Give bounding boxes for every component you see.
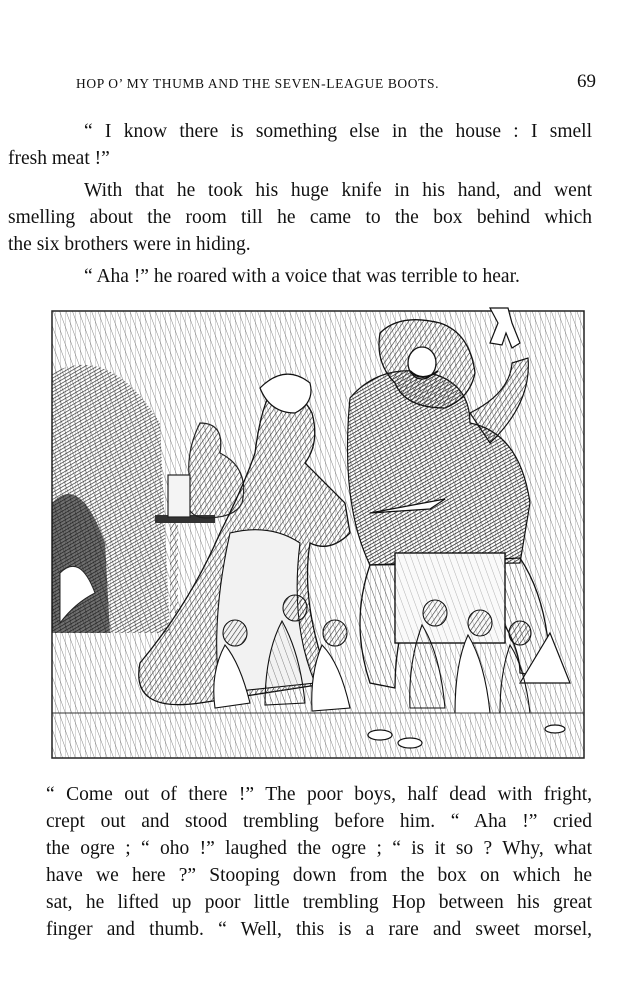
text-block-top <box>8 118 592 295</box>
paragraph <box>46 263 592 290</box>
text-line: have we here ?” Stooping down from the box on which he <box>46 865 592 886</box>
text-line: crept out and stood trembling before him. “ Aha !” cried <box>46 811 592 832</box>
text-line: sat, he lifted up poor little trembling Hop between his great <box>46 892 592 913</box>
text-line: “ I know there is something else in the house : I smell <box>84 121 592 142</box>
paragraph <box>8 177 592 258</box>
text-line: “ Come out of there !” The poor boys, half dead with fright, <box>46 784 592 805</box>
paragraph <box>8 118 592 172</box>
text-line: With that he took his huge knife in his hand, and went <box>84 180 592 201</box>
text-line: “ Aha !” he roared with a voice that was terrible to hear. <box>84 266 520 287</box>
page-number: 69 <box>577 71 596 92</box>
text-line: the six brothers were in hiding. <box>8 234 251 255</box>
text-line: fresh meat !” <box>8 148 110 169</box>
text-line: the ogre ; “ oho !” laughed the ogre ; “ is it so ? Why, what <box>46 838 592 859</box>
text-line: smelling about the room till he came to the box behind which <box>8 207 592 228</box>
engraving-illustration <box>50 303 586 760</box>
text-line: finger and thumb. “ Well, this is a rare and sweet morsel, <box>46 919 592 940</box>
text-block-bottom <box>46 781 592 943</box>
running-title: HOP O’ MY THUMB AND THE SEVEN-LEAGUE BOOTS. <box>76 76 440 91</box>
